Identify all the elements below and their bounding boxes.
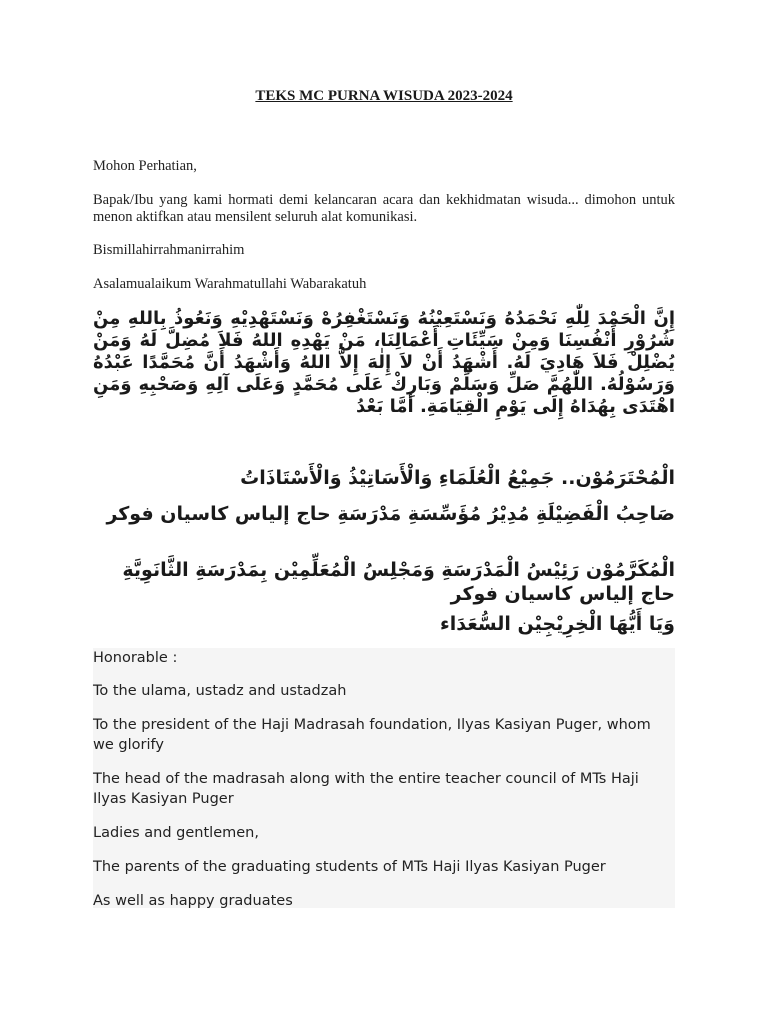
arabic-greeting-foundation-head: صَاحِبُ الْفَضِيْلَةِ مُدِيْرُ مُؤَسِّسَةِ مَدْرَسَةِ حاج إلياس كاسيان فوكر: [106, 503, 675, 525]
arabic-opening-prayer: إِنَّ الْحَمْدَ لِلّٰهِ نَحْمَدُهُ وَنَسْتَعِيْنُهُ وَنَسْتَغْفِرُهْ وَنَسْتَهْدِيْهِ وَنَعُوذُ بِاللهِ مِنْ شُرُوْرِ أَنْفُسِنَا وَمِنْ سَيِّئَاتِ أَعْمَالِنَا، مَنْ يَهْدِهِ اللهُ فَلاَ مُضِلَّ لَهُ وَمَنْ يُضْلِلْ فَلاَ هَادِيَ لَهُ. أَشْهَدُ أَنْ لاَ إِلٰهَ إِلاَّ اللهُ وَأَشْهَدُ أَنَّ مُحَمَّدًا عَبْدُهُ وَرَسُوْلُهُ. اللّٰهُمَّ صَلِّ وَسَلِّمْ وَبَارِكْ عَلَى مُحَمَّدٍ وَعَلَى آلِهِ وَصَحْبِهِ وَمَنِ اهْتَدَى بِهُدَاهُ إِلَى يَوْمِ الْقِيَامَةِ. أَمَّا بَعْدُ: [93, 308, 675, 417]
announcement-paragraph: Bapak/Ibu yang kami hormati demi kelancaran acara dan kekhidmatan wisuda... dimohon untuk menon aktifkan atau mensilent seluruh alat komunikasi.: [93, 192, 675, 225]
english-graduates-line: As well as happy graduates: [93, 893, 293, 909]
arabic-greeting-madrasah-head: الْمُكَرَّمُوْن رَئِيْسُ الْمَدْرَسَةِ وَمَجْلِسُ الْمُعَلِّمِيْن بِمَدْرَسَةِ الثَّانَوِيَّةِ حاج إلياس كاسيان فوكر: [122, 559, 675, 605]
english-parents-line: The parents of the graduating students of MTs Haji Ilyas Kasiyan Puger: [93, 859, 606, 875]
arabic-greeting-graduates: وَيَا أَيُّهَا الْخِرِيْجِيْن السُّعَدَاء: [440, 613, 675, 635]
arabic-greeting-scholars: الْمُحْتَرَمُوْن.. جَمِيْعُ الْعُلَمَاءِ وَالْأَسَاتِيْذُ وَالْأَسْتَاذَاتُ: [240, 467, 675, 489]
english-honorable: Honorable :: [93, 650, 178, 666]
english-madrasah-head-line: The head of the madrasah along with the entire teacher council of MTs Haji Ilyas Kasiyan Puger: [93, 771, 639, 807]
basmalah-paragraph: Bismillahirrahmanirrahim: [93, 242, 245, 258]
english-ladies-line: Ladies and gentlemen,: [93, 825, 259, 841]
attention-paragraph: Mohon Perhatian,: [93, 158, 197, 174]
english-translation-block: [93, 648, 675, 908]
document-title: TEKS MC PURNA WISUDA 2023-2024: [255, 88, 513, 104]
english-foundation-line: To the president of the Haji Madrasah foundation, Ilyas Kasiyan Puger, whom we glorify: [93, 717, 651, 753]
english-ulama-line: To the ulama, ustadz and ustadzah: [93, 683, 347, 699]
salam-paragraph: Asalamualaikum Warahmatullahi Wabarakatuh: [93, 276, 367, 292]
